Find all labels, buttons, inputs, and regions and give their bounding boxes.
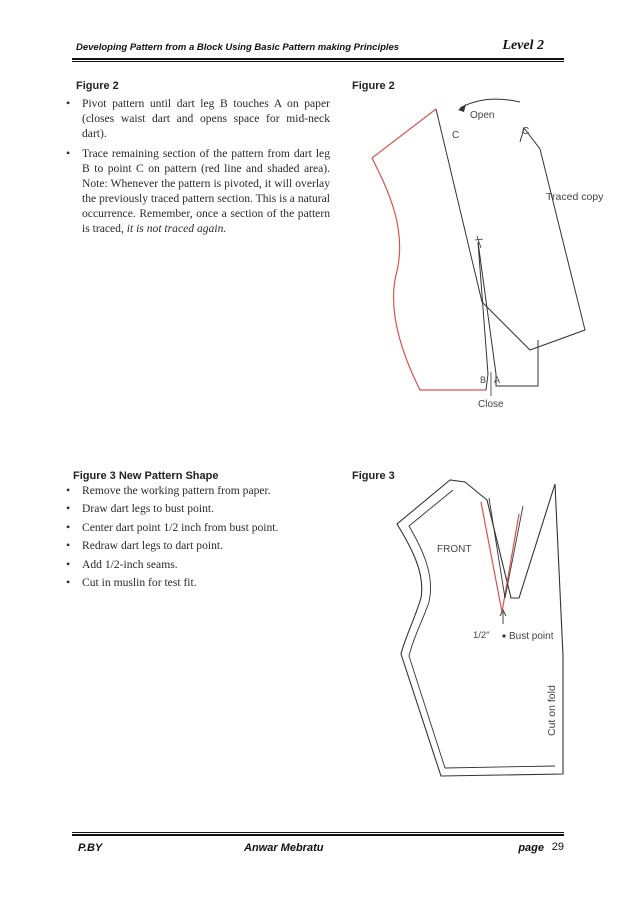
figure3-heading: Figure 3 New Pattern Shape — [73, 470, 219, 482]
pattern-outer-outline — [397, 480, 563, 776]
footer-pby: P.BY — [78, 842, 103, 854]
header-rule-thin — [72, 61, 564, 62]
figure2-bullets — [64, 96, 330, 236]
footer-rule-thin — [72, 832, 564, 833]
figure3-bullet: • Add 1/2-inch seams. — [64, 557, 334, 572]
label-c-right: C — [522, 126, 530, 137]
label-bust-point: Bust point — [509, 631, 554, 642]
figure3-bullet: • Remove the working pattern from paper. — [64, 483, 334, 498]
figure3-caption: Figure 3 — [352, 470, 395, 482]
figure2-bullet-2-emphasis: it is not traced again. — [126, 222, 227, 235]
label-front: FRONT — [437, 544, 472, 555]
page-footer — [72, 838, 564, 856]
header-rule — [72, 58, 564, 60]
dart-leg-b — [478, 242, 488, 390]
label-traced-copy: Traced copy — [546, 191, 604, 203]
footer-page-number: 29 — [551, 841, 564, 853]
page-header — [72, 38, 552, 58]
label-b: B — [480, 375, 487, 385]
seam-allowance-line — [409, 490, 555, 768]
open-arrow — [460, 99, 520, 108]
figure3-bullet: • Cut in muslin for test fit. — [64, 575, 334, 590]
figure3-bullets — [64, 483, 334, 593]
header-title: Developing Pattern from a Block Using Basic Pattern making Principles — [76, 42, 400, 53]
half-inch-arrow-icon — [500, 610, 506, 624]
label-c-left: C — [452, 130, 460, 141]
label-open: Open — [470, 110, 495, 121]
figure2-bullet-2-text: Trace remaining section of the pattern from dart leg B to point C on pattern (red line and shaded area). Note: Whenever the pattern is pivoted, it will overlay the previously traced pattern section. This is a natural occurrence. Remember, once a section of the pattern is traced, — [82, 147, 331, 235]
header-level: Level 2 — [502, 38, 544, 53]
footer-rule — [72, 834, 564, 836]
figure3-bullet: • Draw dart legs to bust point. — [64, 501, 334, 516]
bust-point-dot-icon — [502, 634, 505, 637]
label-cut-on-fold: Cut on fold — [546, 685, 558, 736]
figure2-bullet-1: • Pivot pattern until dart leg B touches A on paper (closes waist dart and opens space for mid-neck dart). — [64, 96, 330, 141]
figure3-bullet: • Redraw dart legs to dart point. — [64, 538, 334, 553]
red-traced-section — [372, 109, 486, 390]
label-a: A — [494, 375, 501, 385]
dart-black-legs — [489, 498, 523, 598]
footer-page-label: page — [518, 842, 544, 854]
figure2-bullet-2 — [64, 146, 330, 236]
figure3-bullet: • Center dart point 1/2 inch from bust point. — [64, 520, 334, 535]
traced-copy-outline — [436, 109, 585, 350]
figure3-diagram — [395, 478, 570, 796]
figure2-heading: Figure 2 — [76, 80, 119, 92]
open-arrowhead-icon — [458, 104, 466, 112]
label-close: Close — [478, 399, 504, 410]
label-half-inch: 1/2" — [473, 630, 490, 641]
footer-author: Anwar Mebratu — [244, 842, 324, 854]
figure2-caption: Figure 2 — [352, 80, 395, 92]
figure2-diagram — [360, 90, 610, 420]
